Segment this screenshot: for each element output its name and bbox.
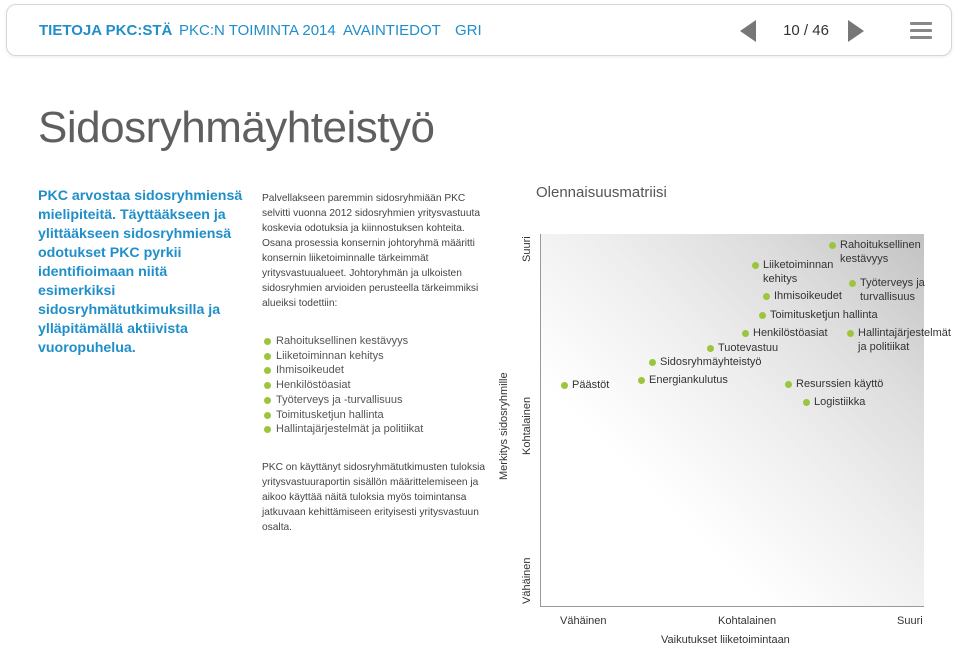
x-axis-line (540, 606, 924, 607)
bullet-icon (264, 367, 271, 374)
matrix-point-hallinta: Hallintajärjestelmät ja politiikat (858, 327, 951, 353)
body-paragraph-2: PKC on käyttänyt sidosryhmätutkimusten tuloksia yritysvastuuraportin sisällön määrittelemiseen ja aikoo käyttää näitä tuloksia myös toimintansa jatkuvaan kehittämiseen erityisesti yritysvastuun osalta. (262, 461, 486, 533)
matrix-point-ihmisoikeudet: Ihmisoikeudet (774, 290, 842, 302)
bullet-icon (264, 412, 271, 419)
tab-tietoja-pkc[interactable]: TIETOJA PKC:STÄ (39, 22, 173, 39)
page-indicator: 10 / 46 (783, 22, 829, 39)
matrix-point-toimitusketju: Toimitusketjun hallinta (770, 309, 878, 321)
bullet-icon (264, 382, 271, 389)
y-axis-title: Merkitys sidosryhmille (498, 372, 510, 480)
hamburger-menu-icon[interactable] (910, 22, 932, 40)
list-item: Ihmisoikeudet (262, 363, 494, 378)
pager (737, 15, 937, 47)
body-paragraph-1: Palvellakseen paremmin sidosryhmiään PKC selvitti vuonna 2012 sidosryhmien yritysvastuuta koskevia odotuksia ja kiinnostuksen kohteita. Osana prosessia konsernin johtoryhmä määritti konsernin liiketoiminnalle tärkeimmät yritysvastuualueet. Johtoryhmän ja ulkoisten sidosryhmien arvioiden perusteella tärkeimmiksi alueiksi todettiin: (262, 193, 481, 309)
next-page-icon[interactable] (848, 20, 864, 42)
x-axis-low-label: Vähäinen (560, 615, 607, 627)
page-title: Sidosryhmäyhteistyö (38, 103, 435, 152)
bullet-icon (264, 353, 271, 360)
matrix-point-logistiikka: Logistiikka (814, 396, 866, 408)
bullet-icon (264, 426, 271, 433)
list-item: Työterveys ja -turvallisuus (262, 393, 494, 408)
bullet-icon (264, 397, 271, 404)
x-axis-title: Vaikutukset liiketoimintaan (661, 634, 790, 646)
list-item: Henkilöstöasiat (262, 378, 494, 393)
tab-avaintiedot[interactable]: AVAINTIEDOT (343, 22, 441, 39)
y-axis-line (540, 234, 541, 606)
y-axis-high-label: Suuri (521, 236, 533, 262)
matrix-point-sidosryhma: Sidosryhmäyhteistyö (660, 356, 762, 368)
priority-list (262, 334, 494, 437)
top-navigation-bar (6, 4, 952, 56)
y-axis-low-label: Vähäinen (521, 557, 533, 604)
lead-paragraph: PKC arvostaa sidosryhmiensä mielipiteitä. Täyttääkseen ja ylittääkseen sidosryhmiensä odotukset PKC pyrkii identifioimaan niitä esimerkiksi sidosryhmätutkimuksilla ja ylläpitämällä aktiivista vuoropuhelua. (38, 188, 243, 356)
matrix-point-henkilosto: Henkilöstöasiat (753, 327, 828, 339)
bullet-icon (264, 338, 271, 345)
matrix-point-energia: Energiankulutus (649, 374, 728, 386)
x-axis-mid-label: Kohtalainen (718, 615, 777, 627)
x-axis-high-label: Suuri (897, 615, 923, 627)
y-axis-mid-label: Kohtalainen (521, 396, 533, 455)
list-item: Liiketoiminnan kehitys (262, 349, 494, 364)
body-column (262, 191, 494, 535)
tab-gri[interactable]: GRI (455, 22, 482, 39)
list-item: Toimitusketjun hallinta (262, 408, 494, 423)
matrix-point-tyoterveys: Työterveys ja turvallisuus (860, 276, 928, 304)
matrix-title: Olennaisuusmatriisi (536, 184, 667, 201)
list-item: Rahoituksellinen kestävyys (262, 334, 494, 349)
matrix-point-liiketoiminnan: Liiketoiminnan kehitys (763, 258, 841, 286)
matrix-point-tuotevastuu: Tuotevastuu (718, 342, 779, 354)
matrix-point-paatot: Päästöt (572, 379, 610, 391)
matrix-point-rahoituksellinen: Rahoituksellinen kestävyys (840, 238, 928, 266)
tab-pkc-toiminta[interactable]: PKC:N TOIMINTA 2014 (179, 22, 336, 39)
previous-page-icon[interactable] (740, 20, 756, 42)
list-item: Hallintajärjestelmät ja politiikat (262, 422, 494, 437)
matrix-point-resurssit: Resurssien käyttö (796, 378, 884, 390)
